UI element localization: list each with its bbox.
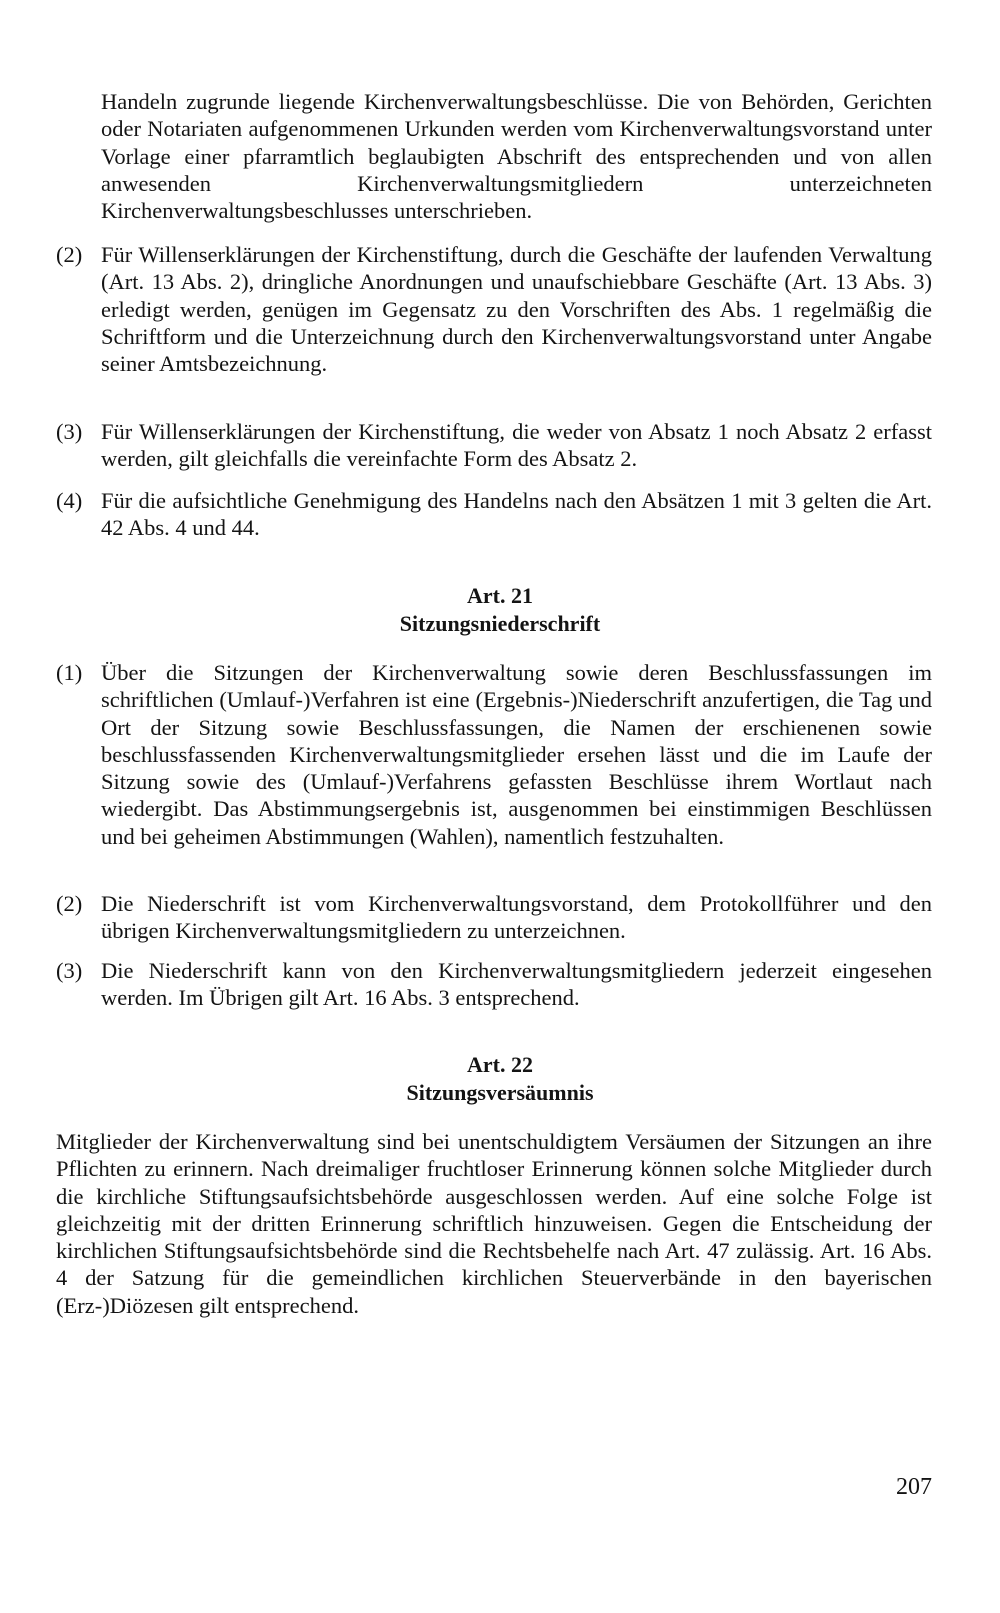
paragraph-number: (4): [56, 488, 83, 513]
paragraph-number: (3): [56, 419, 83, 444]
art20-paragraph-3: [56, 418, 932, 473]
paragraph-text: Über die Sitzungen der Kirchenverwaltung sowie deren Beschlussfassungen im schriftlichen (Umlauf-)Verfahren ist eine (Ergebnis-)Niederschrift anzufertigen, die Tag und Ort der Sitzung sowie Beschlussfassungen, die Namen der erschienenen sowie beschlussfassenden Kirchenverwaltungsmitglieder ersehen lässt und die im Laufe der Sitzung sowie des (Umlauf-)Verfahrens gefassten Beschlüsse ihrem Wortlaut nach wiedergibt. Das Abstimmungsergebnis ist, ausgenommen bei einstimmigen Beschlüssen und bei geheimen Abstimmungen (Wahlen), namentlich festzuhalten.: [101, 660, 932, 849]
paragraph-text: Für die aufsichtliche Genehmigung des Handelns nach den Absätzen 1 mit 3 gelten die Art. 42 Abs. 4 und 44.: [101, 488, 932, 541]
art20-paragraph-2: [56, 241, 932, 377]
paragraph-number: (1): [56, 660, 83, 685]
art21-paragraph-3: [56, 957, 932, 1012]
paragraph-number: (2): [56, 891, 83, 916]
art21-paragraph-1: [56, 659, 932, 850]
paragraph-text: Für Willenserklärungen der Kirchenstiftung, durch die Geschäfte der laufenden Verwaltung (Art. 13 Abs. 2), dringliche Anordnungen und unaufschiebbare Geschäfte (Art. 13 Abs. 3) erledigt werden, genügen im Gegensatz zu den Vorschriften des Abs. 1 regelmäßig die Schriftform und die Unterzeichnung durch den Kirchenverwaltungsvorstand unter Angabe seiner Amtsbezeichnung.: [101, 242, 932, 377]
art22-paragraph: Mitglieder der Kirchenverwaltung sind bei unentschuldigtem Versäumen der Sitzungen an ihre Pflichten zu erinnern. Nach dreimaliger fruchtloser Erinnerung können solche Mitglieder durch die kirchliche Stiftungsaufsichtsbehörde ausgeschlossen werden. Auf eine solche Folge ist gleichzeitig mit der dritten Erinnerung schriftlich hinzuweisen. Gegen die Entscheidung der kirchlichen Stiftungsaufsichtsbehörde sind die Rechtsbehelfe nach Art. 47 zulässig. Art. 16 Abs. 4 der Satzung für die gemeindlichen kirchlichen Steuerverbände in den bayerischen (Erz-)Diözesen gilt entsprechend.: [56, 1129, 932, 1318]
page-number: 207: [896, 1474, 932, 1500]
art21-paragraph-2: [56, 890, 932, 945]
art21-title: Sitzungsniederschrift: [399, 611, 601, 636]
paragraph-number: (3): [56, 958, 83, 983]
paragraph-text: Für Willenserklärungen der Kirchenstiftung, die weder von Absatz 1 noch Absatz 2 erfasst werden, gilt gleichfalls die vereinfachte Form des Absatz 2.: [101, 419, 932, 472]
paragraph-number: (2): [56, 242, 83, 267]
art22-title: Sitzungsversäumnis: [406, 1080, 594, 1105]
intro-paragraph: Handeln zugrunde liegende Kirchenverwaltungsbeschlüsse. Die von Behörden, Gerichten oder Notariaten aufgenommenen Urkunden werden vom Kirchenverwaltungsvorstand unter Vorlage einer pfarramtlich beglaubigten Abschrift des entsprechenden und von allen anwesenden Kirchenverwaltungsmitgliedern unterzeichneten Kirchenverwaltungsbeschlusses unterschrieben.: [101, 89, 932, 224]
art21-number: Art. 21: [467, 583, 533, 608]
art20-paragraph-4: [56, 487, 932, 542]
paragraph-text: Die Niederschrift ist vom Kirchenverwaltungsvorstand, dem Protokollführer und den übrigen Kirchenverwaltungsmitgliedern zu unterzeichnen.: [101, 891, 932, 944]
paragraph-text: Die Niederschrift kann von den Kirchenverwaltungsmitgliedern jederzeit eingesehen werden. Im Übrigen gilt Art. 16 Abs. 3 entsprechend.: [101, 958, 932, 1011]
art22-number: Art. 22: [467, 1052, 533, 1077]
